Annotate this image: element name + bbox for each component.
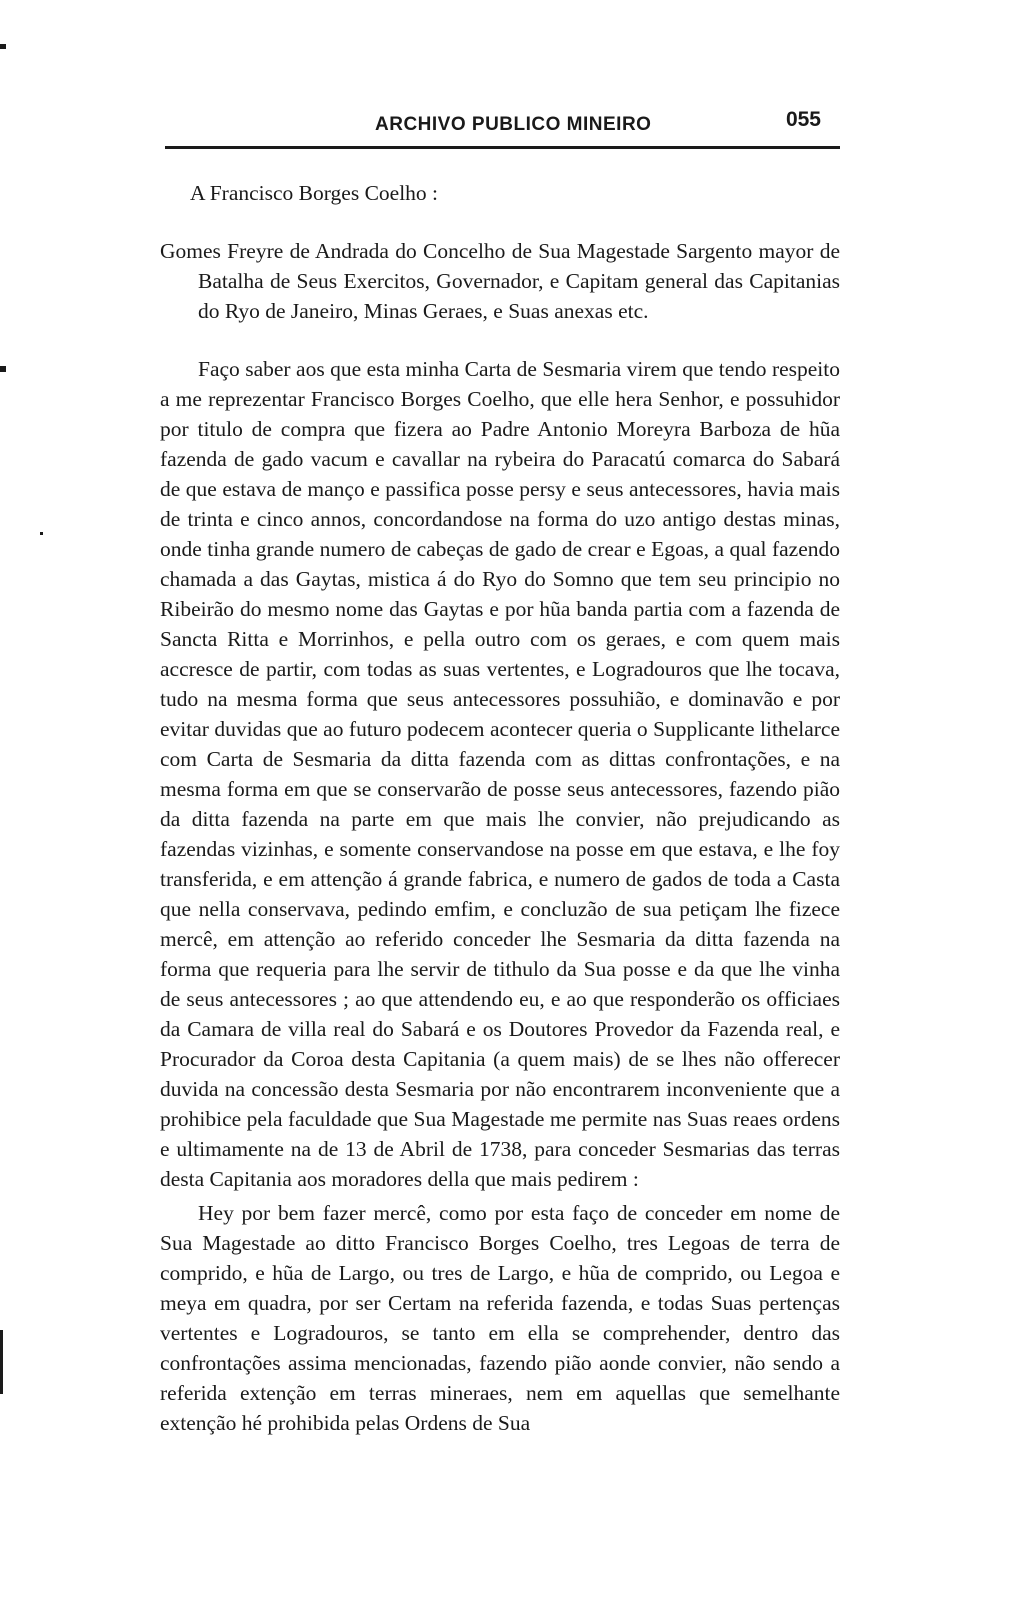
running-title: ARCHIVO PUBLICO MINEIRO xyxy=(375,114,652,135)
header-rule xyxy=(165,146,840,149)
paragraph: Hey por bem fazer mercê, como por esta faço de conceder em nome de Sua Magestade ao ditto Francisco Borges Coelho, tres Legoas de terra de comprido, e hũa de Largo, ou tres de Largo, e hũa de comprido, ou Legoa e meya em quadra, por ser Certam na referida fazenda, e todas Suas pertenças vertentes e Logradouros, se tanto em ella se comprehender, dentro das confrontações assima mencionadas, fazendo pião aonde convier, não sendo a referida extenção em terras mineraes, nem em aquellas que semelhante extenção hé prohibida pelas Ordens de Sua xyxy=(160,1201,840,1435)
scan-mark xyxy=(0,44,6,49)
page-number: 055 xyxy=(785,108,821,131)
paragraph: Faço saber aos que esta minha Carta de Sesmaria virem que tendo respeito a me reprezentar Francisco Borges Coelho, que elle hera Senhor, e possuhidor por titulo de compra que fizera ao Padre Antonio Moreyra Barboza de hũa fazenda de gado vacum e cavallar na rybeira do Paracatú comarca do Sabará de que estava de manço e passifica posse persy e seus antecessores, havia mais de trinta e cinco annos, concordandose na forma do uzo antigo destas minas, onde tinha grande numero de cabeças de gado de crear e Egoas, a qual fazendo chamada a das Gaytas, mistica á do Ryo do Somno que tem seu principio no Ribeirão do mesmo nome das Gaytas e por hũa banda partia com a fazenda de Sancta Ritta e Morrinhos, e pella outro com os geraes, e com quem mais accresce de partir, com todas as suas vertentes, e Logradouros que lhe tocava, tudo na mesma forma que seus antecessores possuhião, e dominavão e por evitar duvidas que ao futuro podecem acontecer queria o Supplicante lithelarce com Carta de Sesmaria da ditta fazenda com as dittas confrontações, e na mesma forma em que se conservarão de posse seus antecessores, fazendo pião da ditta fazenda na parte em que mais lhe convier, não prejudicando as fazendas vizinhas, e somente conservandose na posse em que estava, e lhe foy transferida, e em attenção á grande fabrica, e numero de gados de toda a Casta que nella conservava, pedindo emfim, e concluzão de sua petiçam lhe fizece mercê, em attenção ao referido conceder lhe Sesmaria da ditta fazenda na forma que requeria para lhe servir de tithulo da Sua posse e da que lhe vinha de seus antecessores ; ao que attendendo eu, e ao que responderão os officiaes da Camara de villa real do Sabará e os Doutores Provedor da Fazenda real, e Procurador da Coroa desta Capitania (a quem mais) de se lhes não offerecer duvida na concessão desta Sesmaria por não encontrarem inconveniente que a prohibice pela faculdade que Sua Magestade me permite nas Suas reaes ordens e ultimamente na de 13 de Abril de 1738, para conceder Sesmarias das terras desta Capitania aos moradores della que mais pedirem : xyxy=(160,357,840,1191)
salutation: A Francisco Borges Coelho : xyxy=(190,181,439,205)
scan-mark xyxy=(0,366,6,372)
scan-mark xyxy=(40,532,43,535)
document-body xyxy=(160,178,840,1438)
scan-mark xyxy=(0,1330,3,1394)
running-header xyxy=(165,106,841,146)
governor-titles: Gomes Freyre de Andrada do Concelho de Sua Magestade Sargento mayor de Batalha de Seus Exercitos, Governador, e Capitam general das Capitanias do Ryo de Janeiro, Minas Geraes, e Suas anexas etc. xyxy=(160,239,840,323)
